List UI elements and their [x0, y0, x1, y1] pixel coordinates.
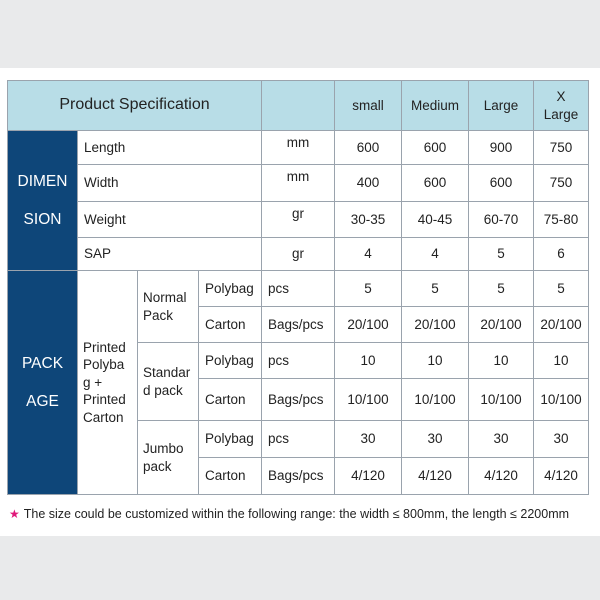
- value-cell: 600: [335, 131, 402, 165]
- value-cell: 20/100: [469, 307, 534, 343]
- value-cell: 4/120: [402, 458, 469, 495]
- value-cell: 750: [534, 131, 589, 165]
- pack-unit: pcs: [262, 271, 335, 307]
- table-row: [8, 202, 589, 238]
- pack-unit: pcs: [262, 421, 335, 458]
- value-cell: 10: [335, 343, 402, 379]
- row-name: SAP: [78, 238, 262, 271]
- value-cell: 5: [402, 271, 469, 307]
- value-cell: 5: [469, 271, 534, 307]
- value-cell: 600: [402, 165, 469, 202]
- value-cell: 10/100: [469, 379, 534, 421]
- value-cell: 30: [469, 421, 534, 458]
- size-header-small: small: [335, 81, 402, 131]
- value-cell: 4: [402, 238, 469, 271]
- package-label-line2: AGE: [26, 392, 59, 410]
- value-cell: 10: [469, 343, 534, 379]
- pack-unit: Bags/pcs: [262, 379, 335, 421]
- dimension-label: [8, 131, 78, 271]
- size-header-large: Large: [469, 81, 534, 131]
- customization-note: [9, 507, 569, 521]
- value-cell: 4/120: [335, 458, 402, 495]
- value-cell: 10: [402, 343, 469, 379]
- value-cell: 6: [534, 238, 589, 271]
- value-cell: 30: [534, 421, 589, 458]
- value-cell: 60-70: [469, 202, 534, 238]
- row-unit: gr: [262, 238, 335, 271]
- pack-group-name: Standar d pack: [138, 343, 199, 421]
- value-cell: 30: [335, 421, 402, 458]
- table-row: [8, 271, 589, 307]
- pack-unit: Bags/pcs: [262, 307, 335, 343]
- value-cell: 20/100: [335, 307, 402, 343]
- value-cell: 10/100: [534, 379, 589, 421]
- unit-header-cell: [262, 81, 335, 131]
- star-icon: ★: [9, 507, 20, 521]
- table-title: Product Specification: [8, 81, 262, 131]
- package-label: [8, 271, 78, 495]
- pack-type: Polybag: [199, 271, 262, 307]
- value-cell: 750: [534, 165, 589, 202]
- table-row: [8, 165, 589, 202]
- package-label-line1: PACK: [21, 355, 64, 373]
- size-header-medium: Medium: [402, 81, 469, 131]
- value-cell: 4: [335, 238, 402, 271]
- pack-type: Polybag: [199, 421, 262, 458]
- pack-unit: pcs: [262, 343, 335, 379]
- value-cell: 5: [469, 238, 534, 271]
- value-cell: 20/100: [534, 307, 589, 343]
- row-name: Weight: [78, 202, 262, 238]
- size-header-xlarge: X Large: [534, 81, 589, 131]
- pack-group-name: Normal Pack: [138, 271, 199, 343]
- value-cell: 600: [469, 165, 534, 202]
- table-row: [8, 238, 589, 271]
- row-name: Width: [78, 165, 262, 202]
- pack-group-name: Jumbo pack: [138, 421, 199, 495]
- pack-type: Polybag: [199, 343, 262, 379]
- value-cell: 10/100: [402, 379, 469, 421]
- printed-packaging-label: Printed Polyba g + Printed Carton: [78, 271, 138, 495]
- value-cell: 10/100: [335, 379, 402, 421]
- value-cell: 4/120: [469, 458, 534, 495]
- value-cell: 5: [534, 271, 589, 307]
- row-unit: mm: [262, 131, 335, 165]
- row-unit: mm: [262, 165, 335, 202]
- note-text: The size could be customized within the following range: the width ≤ 800mm, the length ≤ 2200mm: [23, 507, 570, 521]
- value-cell: 400: [335, 165, 402, 202]
- pack-type: Carton: [199, 379, 262, 421]
- dimension-label-line1: DIMEN: [17, 173, 68, 191]
- value-cell: 30: [402, 421, 469, 458]
- dimension-label-line2: SION: [23, 210, 62, 228]
- value-cell: 30-35: [335, 202, 402, 238]
- row-unit: gr: [262, 202, 335, 238]
- value-cell: 900: [469, 131, 534, 165]
- value-cell: 5: [335, 271, 402, 307]
- value-cell: 75-80: [534, 202, 589, 238]
- row-name: Length: [78, 131, 262, 165]
- table-row: [8, 131, 589, 165]
- pack-type: Carton: [199, 307, 262, 343]
- value-cell: 40-45: [402, 202, 469, 238]
- value-cell: 600: [402, 131, 469, 165]
- header-row: [8, 81, 589, 131]
- product-spec-table: [7, 80, 589, 495]
- pack-type: Carton: [199, 458, 262, 495]
- value-cell: 20/100: [402, 307, 469, 343]
- pack-unit: Bags/pcs: [262, 458, 335, 495]
- value-cell: 4/120: [534, 458, 589, 495]
- value-cell: 10: [534, 343, 589, 379]
